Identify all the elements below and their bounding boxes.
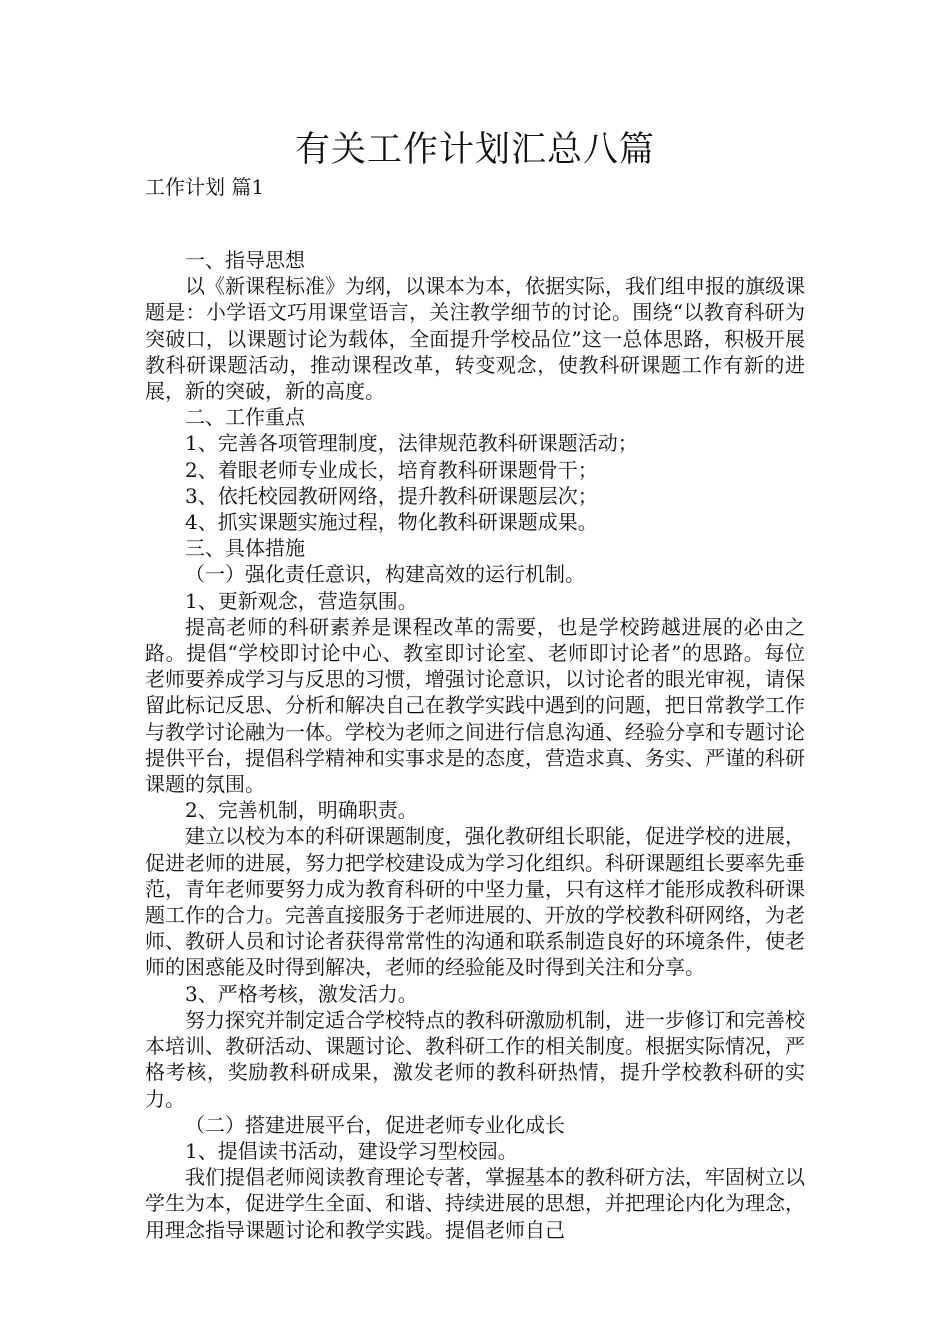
document-title: 有关工作计划汇总八篇 [294, 130, 655, 170]
section-heading: 二、工作重点 [185, 405, 305, 430]
section-heading: 三、具体措施 [185, 536, 305, 561]
subsection-heading: （二）搭建进展平台，促进老师专业化成长 [185, 1112, 565, 1137]
list-item: 4、抓实课题实施过程，物化教科研课题成果。 [185, 510, 598, 535]
list-item: 2、着眼老师专业成长，培育教科研课题骨干； [185, 457, 598, 482]
document-subtitle: 工作计划 篇1 [145, 175, 265, 199]
list-item: 1、完善各项管理制度，法律规范教科研课题活动； [185, 431, 638, 456]
section-heading: 一、指导思想 [185, 248, 305, 272]
body-paragraph: 我们提倡老师阅读教育理论专著，掌握基本的教科研方法，牢固树立以学生为本，促进学生全面、和谐、持续进展的思想，并把理论内化为理念，用理念指导课题讨论和教学实践。提倡老师自己 [145, 1165, 805, 1242]
document-body [145, 247, 805, 1243]
item-heading: 2、完善机制，明确职责。 [185, 798, 418, 823]
body-paragraph: 提高老师的科研素养是课程改革的需要，也是学校跨越进展的必由之路。提倡“学校即讨论中心、教室即讨论室、老师即讨论者”的思路。每位老师要养成学习与反思的习惯，增强讨论意识，以讨论者的眼光审视，请保留此标记反思、分析和解决自己在教学实践中遇到的问题，把日常教学工作与教学讨论融为一体。学校为老师之间进行信息沟通、经验分享和专题讨论提供平台，提倡科学精神和实事求是的态度，营造求真、务实、严谨的科研课题的氛围。 [145, 614, 805, 797]
list-item: 3、依托校园教研网络，提升教科研课题层次； [185, 483, 598, 508]
item-heading: 3、严格考核，激发活力。 [185, 981, 418, 1006]
body-paragraph: 努力探究并制定适合学校特点的教科研激励机制，进一步修订和完善校本培训、教研活动、课题讨论、教科研工作的相关制度。根据实际情况，严格考核，奖励教科研成果，激发老师的教科研热情，提升学校教科研的实力。 [145, 1007, 805, 1111]
subsection-heading: （一）强化责任意识，构建高效的运行机制。 [185, 562, 585, 587]
body-paragraph: 建立以校为本的科研课题制度，强化教研组长职能，促进学校的进展，促进老师的进展，努力把学校建设成为学习化组织。科研课题组长要率先垂范，青年老师要努力成为教育科研的中坚力量，只有这样才能形成教科研课题工作的合力。完善直接服务于老师进展的、开放的学校教科研网络，为老师、教研人员和讨论者获得常常性的沟通和联系制造良好的环境条件，使老师的困惑能及时得到解决，老师的经验能及时得到关注和分享。 [145, 824, 805, 980]
item-heading: 1、更新观念，营造氛围。 [185, 588, 418, 613]
item-heading: 1、提倡读书活动，建设学习型校园。 [185, 1138, 518, 1163]
body-paragraph: 以《新课程标准》为纲，以课本为本，依据实际，我们组申报的旗级课题是：小学语文巧用课堂语言，关注教学细节的讨论。围绕“以教育科研为突破口，以课题讨论为载体，全面提升学校品位”这一总体思路，积极开展教科研课题活动，推动课程改革，转变观念，使教科研课题工作有新的进展，新的突破，新的高度。 [145, 274, 805, 404]
